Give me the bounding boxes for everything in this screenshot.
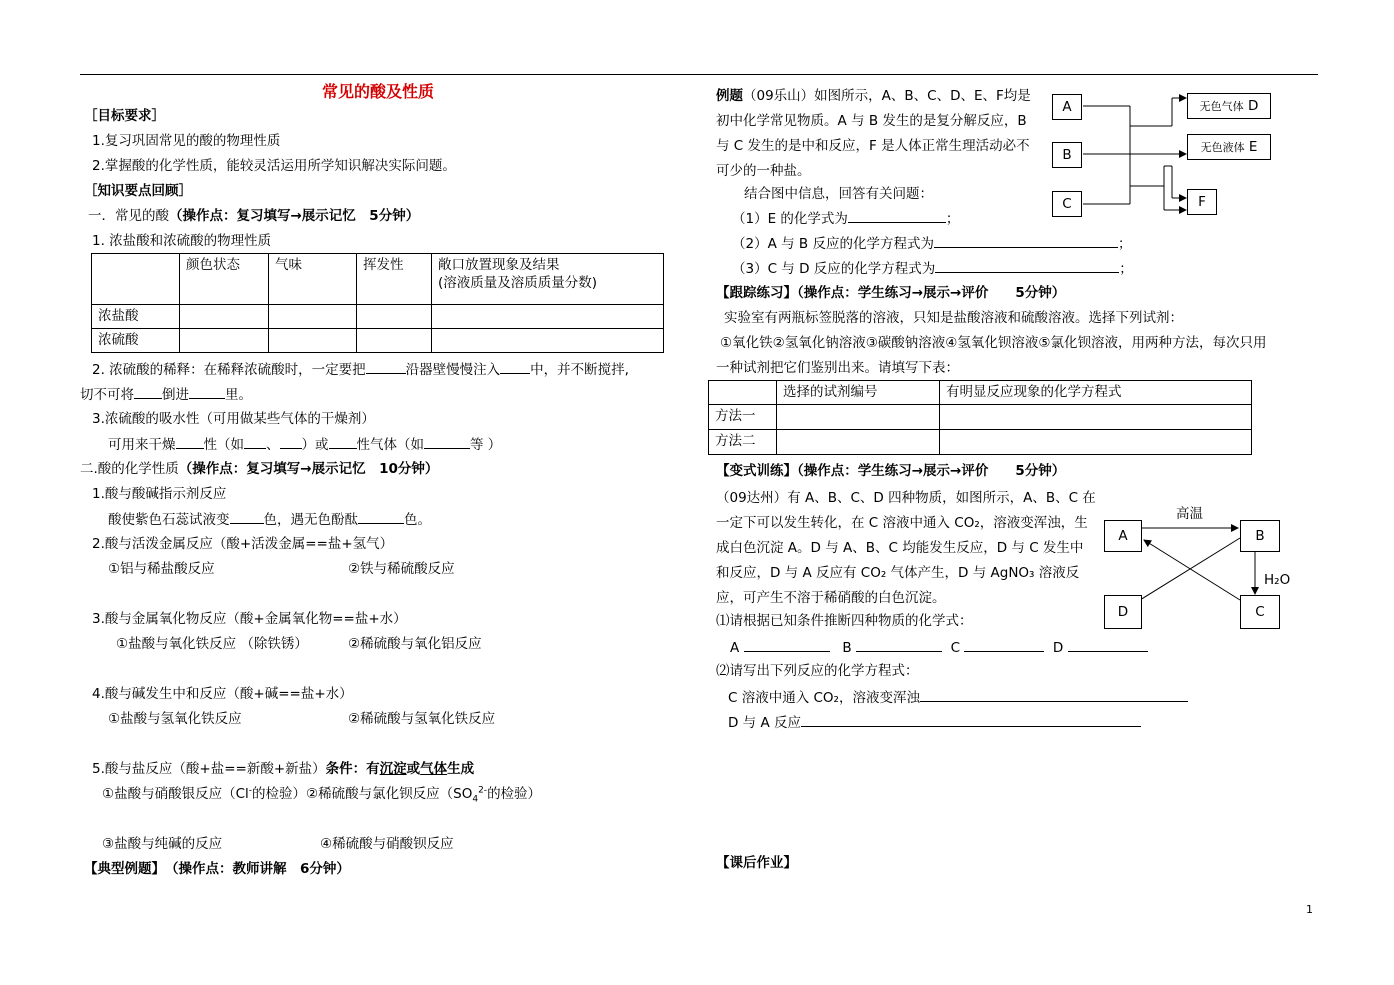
follow-heading: 【跟踪练习】（操作点：学生练习→展示→评价 5分钟）: [716, 285, 1066, 301]
property-4: 4.酸与碱发生中和反应（酸+碱==盐+水）: [92, 686, 353, 702]
question-2: （2）A 与 B 反应的化学方程式为 ；: [732, 233, 1131, 254]
property-2a: ①铝与稀盐酸反应: [108, 561, 215, 577]
method-header-reagent: 选择的试剂编号: [777, 381, 940, 405]
table-header-empty: [92, 254, 180, 305]
property-5a: ①盐酸与硝酸银反应（Cl-的检验）②稀硫酸与氯化钡反应（$SO_4^{2-}$的检验）: [102, 785, 542, 805]
method-row-label: 方法一: [709, 405, 777, 430]
goal-header: ［目标要求］: [84, 108, 165, 124]
variant-heading: 【变式训练】（操作点：学生练习→展示→评价 5分钟）: [716, 463, 1066, 479]
section1-heading: 一．常见的酸（操作点：复习填写→展示记忆 5分钟）: [88, 208, 420, 224]
goal-item-2: 2.掌握酸的化学性质，能较灵活运用所学知识解决实际问题。: [92, 158, 456, 174]
node-A: A: [1104, 520, 1142, 552]
node-B: B: [1240, 520, 1280, 552]
top-rule: [80, 74, 1318, 75]
method-row-label: 方法二: [709, 430, 777, 455]
variant-text: （09达州）有 A、B、C、D 四种物质，如图所示，A、B、C 在一定下可以发生转化，在 C 溶液中通入 CO₂，溶液变浑浊，生成白色沉淀 A。D 与 A、B、C 均能发生反应，D 与 C 发生中和反应，D 与 A 反应有 CO₂ 气体产生，D 与 AgNO₃ 溶液反应，可产生不溶于稀硝酸的白色沉淀。: [716, 490, 1096, 606]
table-header-volatility: 挥发性: [357, 254, 432, 305]
section1-item1: 1. 浓盐酸和浓硫酸的物理性质: [92, 233, 272, 249]
absorb-line: 可用来干燥 性（如 、 ）或 性气体（如 等 ）: [108, 434, 501, 455]
property-1: 1.酸与酸碱指示剂反应: [92, 486, 227, 502]
property-3b: ②稀硫酸与氧化铝反应: [348, 636, 482, 652]
table-header-smell: 气味: [269, 254, 357, 305]
variant-q2: ⑵请写出下列反应的化学方程式：: [716, 663, 919, 679]
property-2: 2.酸与活泼金属反应（酸+活泼金属==盐+氢气）: [92, 536, 394, 552]
follow-text-2: ①氧化铁②氢氧化钠溶液③碳酸钠溶液④氢氧化钡溶液⑤氯化钡溶液，用两种方法，每次只用: [720, 335, 1267, 351]
goal-item-1: 1.复习巩固常见的酸的物理性质: [92, 133, 281, 149]
example-text: 例题（09乐山）如图所示，A、B、C、D、E、F均是初中化学常见物质。A 与 B 发生的是复分解反应，B 与 C 发生的是中和反应，F 是人体正常生理活动必不可少的一种盐。: [716, 88, 1031, 179]
page-number: 1: [1306, 903, 1313, 916]
table-row-label: 浓硫酸: [92, 329, 180, 353]
property-2b: ②铁与稀硫酸反应: [348, 561, 455, 577]
node-C: C: [1052, 191, 1082, 217]
table-header-open-exposure: 敞口放置现象及结果 (溶液质量及溶质质量分数): [432, 254, 664, 305]
property-5: 5.酸与盐反应（酸+盐==新酸+新盐）条件：有沉淀或气体生成: [92, 761, 475, 777]
variant-q1: ⑴请根据已知条件推断四种物质的化学式：: [716, 613, 973, 629]
property-3: 3.酸与金属氧化物反应（酸+金属氧化物==盐+水）: [92, 611, 407, 627]
node-B: B: [1052, 142, 1082, 168]
page-title: 常见的酸及性质: [322, 82, 435, 101]
node-D: D: [1104, 595, 1142, 629]
homework-heading: 【课后作业】: [716, 855, 797, 871]
table-header-color: 颜色状态: [180, 254, 269, 305]
follow-text-1: 实验室有两瓶标签脱落的溶液，只知是盐酸溶液和硫酸溶液。选择下列试剂：: [724, 310, 1183, 326]
review-header: ［知识要点回顾］: [84, 183, 192, 199]
variant-q2a: C 溶液中通入 CO₂，溶液变浑浊: [728, 687, 1188, 708]
table-row-label: 浓盐酸: [92, 305, 180, 329]
example-prompt: 结合图中信息，回答有关问题：: [744, 186, 933, 202]
question-1: （1）E 的化学式为 ；: [732, 208, 959, 229]
property-4b: ②稀硫酸与氢氧化铁反应: [348, 711, 496, 727]
label-water: H₂O: [1264, 572, 1291, 588]
absorb-heading: 3.浓硫酸的吸水性（可用做某些气体的干燥剂）: [92, 411, 375, 427]
dilution-line1: 2. 浓硫酸的稀释：在稀释浓硫酸时，一定要把 沿器壁慢慢注入 中，并不断搅拌,: [92, 359, 629, 380]
property-4a: ①盐酸与氢氧化铁反应: [108, 711, 242, 727]
node-D: 无色气体 D: [1187, 93, 1271, 119]
typical-example-heading: 【典型例题】 （操作点：教师讲解 6分钟）: [84, 861, 350, 877]
variant-q1-blanks: A B C D: [730, 637, 1148, 658]
follow-text-3: 一种试剂把它们鉴别出来。请填写下表：: [716, 360, 959, 376]
node-A: A: [1052, 94, 1082, 120]
property-3a: ①盐酸与氧化铁反应 （除铁锈）: [116, 636, 308, 652]
property-1a: 酸使紫色石蕊试液变 色，遇无色酚酞 色。: [108, 509, 431, 530]
question-3: （3）C 与 D 反应的化学方程式为 ；: [732, 258, 1133, 279]
label-high-temp: 高温: [1176, 506, 1203, 522]
method-table: [708, 380, 1252, 455]
node-C: C: [1240, 595, 1280, 629]
dilution-line2: 切不可将 倒进 里。: [80, 384, 252, 405]
property-5c: ④稀硫酸与硝酸钡反应: [320, 836, 454, 852]
node-F: F: [1187, 189, 1217, 215]
physical-properties-table: [91, 253, 664, 353]
property-5b: ③盐酸与纯碱的反应: [102, 836, 223, 852]
section2-heading: 二.酸的化学性质（操作点：复习填写→展示记忆 10分钟）: [80, 461, 439, 477]
variant-q2b: D 与 A 反应: [728, 712, 1141, 733]
method-header-equation: 有明显反应现象的化学方程式: [940, 381, 1252, 405]
node-E: 无色液体 E: [1187, 134, 1271, 160]
